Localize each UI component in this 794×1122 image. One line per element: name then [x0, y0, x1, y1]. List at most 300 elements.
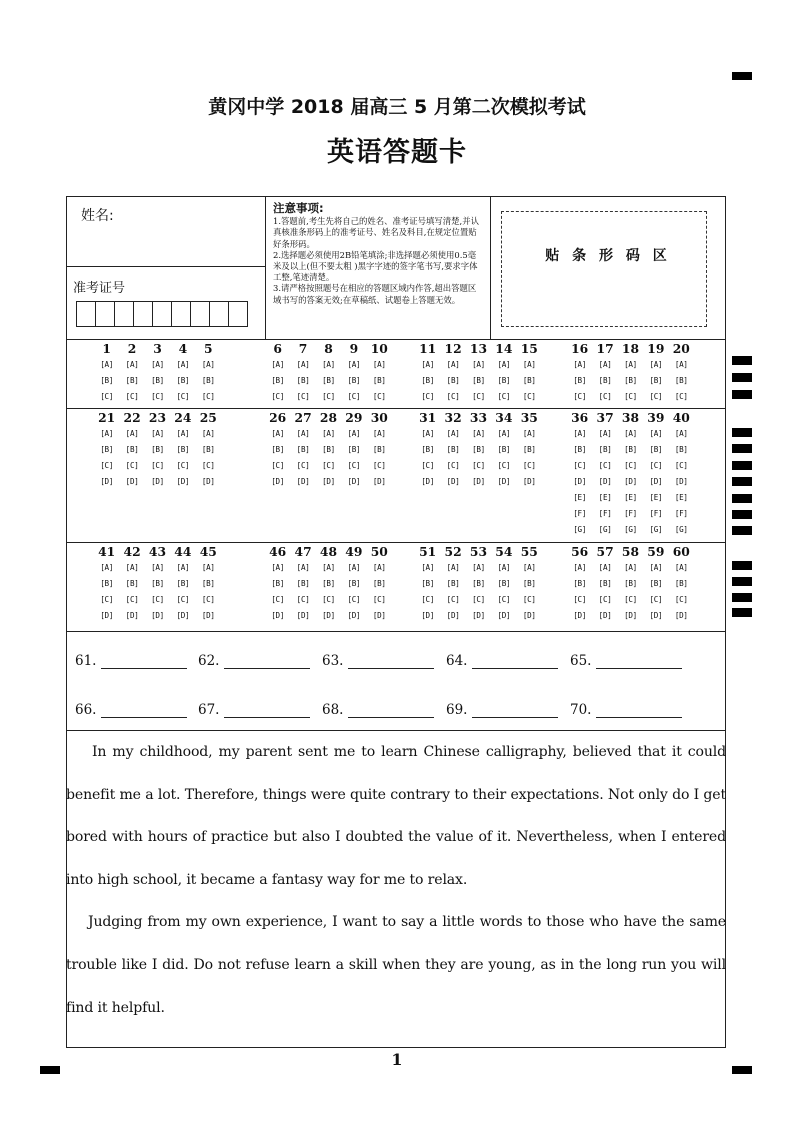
answer-bubble[interactable]: [C] [446, 461, 460, 470]
answer-bubble[interactable]: [A] [446, 563, 460, 572]
answer-bubble[interactable]: [C] [573, 595, 587, 604]
answer-bubble[interactable]: [B] [176, 579, 190, 588]
answer-bubble[interactable]: [C] [674, 392, 688, 401]
answer-bubble[interactable]: [D] [624, 611, 637, 620]
answer-bubble[interactable]: [D] [347, 477, 361, 486]
answer-bubble[interactable]: [A] [573, 429, 587, 438]
answer-bubble[interactable]: [B] [271, 445, 285, 454]
answer-bubble[interactable]: [A] [100, 360, 114, 369]
answer-bubble[interactable]: [C] [347, 392, 361, 401]
blank-item[interactable] [198, 702, 310, 718]
option-row [94, 592, 221, 608]
answer-bubble[interactable]: [A] [573, 360, 587, 369]
question-number: 22 [123, 410, 141, 425]
answer-bubble[interactable]: [A] [347, 360, 361, 369]
answer-bubble[interactable]: [D] [598, 611, 612, 620]
answer-bubble[interactable]: [A] [472, 563, 485, 572]
answer-bubble[interactable]: [C] [322, 595, 335, 604]
answer-bubble[interactable]: [G] [598, 525, 612, 534]
answer-bubble[interactable]: [G] [674, 525, 688, 534]
question-number: 8 [324, 341, 333, 356]
answer-bubble[interactable]: [C] [125, 392, 139, 401]
instruction-item: 1.答题前,考生先将自己的姓名、准考证号填写清楚,并认真核准条形码上的准考证号、姓名及科目,在规定位置贴好条形码。 [273, 216, 479, 249]
answer-bubble[interactable]: [C] [624, 392, 637, 401]
answer-bubble[interactable]: [D] [151, 477, 164, 486]
answer-bubble[interactable]: [E] [573, 493, 587, 502]
answer-bubble[interactable]: [B] [446, 579, 460, 588]
answer-bubble[interactable]: [A] [522, 563, 536, 572]
answer-bubble[interactable]: [C] [372, 392, 386, 401]
instructions-title: 注意事项: [273, 201, 324, 215]
answer-bubble[interactable]: [C] [176, 392, 190, 401]
option-row [415, 442, 542, 458]
answer-bubble[interactable]: [C] [176, 461, 190, 470]
id-digit-box[interactable] [114, 301, 134, 327]
answer-bubble[interactable]: [B] [649, 579, 663, 588]
answer-bubble[interactable]: [C] [522, 392, 536, 401]
question-number: 38 [621, 410, 640, 425]
answer-bubble[interactable]: [D] [347, 611, 361, 620]
answer-bubble[interactable]: [A] [446, 360, 460, 369]
id-digit-box[interactable] [95, 301, 115, 327]
answer-bubble[interactable]: [E] [624, 493, 637, 502]
answer-bubble[interactable]: [C] [372, 461, 386, 470]
answer-bubble[interactable]: [B] [347, 579, 361, 588]
answer-bubble[interactable]: [A] [125, 360, 139, 369]
answer-bubble[interactable]: [D] [322, 611, 335, 620]
answer-bubble[interactable]: [A] [573, 563, 587, 572]
answer-bubble[interactable]: [A] [322, 360, 335, 369]
answer-bubble[interactable]: [D] [624, 477, 637, 486]
question-number: 25 [199, 410, 217, 425]
answer-bubble[interactable]: [D] [372, 477, 386, 486]
answer-bubble[interactable]: [C] [151, 461, 164, 470]
answer-bubble[interactable]: [G] [649, 525, 663, 534]
answer-bubble[interactable]: [F] [573, 509, 587, 518]
id-digit-box[interactable] [190, 301, 210, 327]
answer-bubble[interactable]: [C] [100, 461, 114, 470]
question-number: 23 [148, 410, 167, 425]
answer-bubble[interactable]: [A] [421, 429, 435, 438]
question-number: 42 [123, 544, 141, 559]
option-row [567, 592, 694, 608]
answer-bubble[interactable]: [B] [100, 376, 114, 385]
answer-bubble[interactable]: [B] [296, 445, 310, 454]
answer-bubble[interactable]: [C] [472, 392, 485, 401]
answer-bubble[interactable]: [B] [598, 579, 612, 588]
answer-bubble[interactable]: [D] [372, 611, 386, 620]
answer-bubble[interactable]: [C] [296, 595, 310, 604]
blank-number: 65. [570, 653, 592, 669]
answer-bubble[interactable]: [D] [322, 477, 335, 486]
answer-bubble[interactable]: [A] [125, 563, 139, 572]
answer-bubble[interactable]: [C] [201, 392, 215, 401]
answer-bubble[interactable]: [B] [201, 579, 215, 588]
answer-bubble[interactable]: [C] [100, 392, 114, 401]
answer-bubble[interactable]: [D] [522, 611, 536, 620]
answer-bubble[interactable]: [B] [497, 445, 511, 454]
answer-bubble[interactable]: [A] [497, 563, 511, 572]
answer-bubble[interactable]: [D] [100, 477, 114, 486]
blank-item[interactable] [446, 702, 558, 718]
answer-bubble[interactable]: [B] [176, 445, 190, 454]
answer-bubble[interactable]: [D] [151, 611, 164, 620]
answer-bubble[interactable]: [A] [624, 360, 637, 369]
answer-bubble[interactable]: [A] [296, 563, 310, 572]
choice-group [94, 544, 221, 624]
answer-bubble[interactable]: [A] [624, 563, 637, 572]
answer-bubble[interactable]: [A] [598, 360, 612, 369]
question-number: 56 [571, 544, 589, 559]
name-label: 姓名: [81, 208, 114, 224]
answer-bubble[interactable]: [A] [151, 563, 164, 572]
answer-bubble[interactable]: [B] [522, 445, 536, 454]
answer-bubble[interactable]: [C] [421, 461, 435, 470]
answer-bubble[interactable]: [C] [421, 595, 435, 604]
answer-bubble[interactable]: [C] [497, 392, 511, 401]
answer-bubble[interactable]: [B] [522, 376, 536, 385]
answer-bubble[interactable]: [C] [598, 392, 612, 401]
answer-bubble[interactable]: [C] [649, 595, 663, 604]
question-number: 13 [469, 341, 488, 356]
answer-bubble[interactable]: [D] [674, 477, 688, 486]
blank-line [348, 655, 434, 669]
option-row [265, 592, 392, 608]
answer-bubble[interactable]: [A] [296, 429, 310, 438]
answer-bubble[interactable]: [B] [624, 579, 637, 588]
answer-bubble[interactable]: [B] [296, 376, 310, 385]
answer-bubble[interactable]: [B] [347, 376, 361, 385]
answer-bubble[interactable]: [B] [573, 376, 587, 385]
answer-bubble[interactable]: [B] [472, 376, 485, 385]
answer-bubble[interactable]: [E] [649, 493, 663, 502]
answer-bubble[interactable]: [A] [201, 563, 215, 572]
answer-bubble[interactable]: [A] [624, 429, 637, 438]
answer-bubble[interactable]: [A] [497, 429, 511, 438]
question-number: 28 [319, 410, 338, 425]
answer-bubble[interactable]: [B] [649, 445, 663, 454]
answer-bubble[interactable]: [D] [472, 477, 485, 486]
blank-line [472, 655, 558, 669]
answer-bubble[interactable]: [C] [598, 461, 612, 470]
answer-bubble[interactable]: [C] [125, 461, 139, 470]
answer-bubble[interactable]: [B] [421, 376, 435, 385]
answer-bubble[interactable]: [A] [674, 429, 688, 438]
answer-bubble[interactable]: [B] [674, 445, 688, 454]
answer-bubble[interactable]: [B] [151, 376, 164, 385]
answer-bubble[interactable]: [C] [649, 392, 663, 401]
answer-bubble[interactable]: [B] [674, 579, 688, 588]
answer-bubble[interactable]: [D] [446, 477, 460, 486]
answer-bubble[interactable]: [D] [100, 611, 114, 620]
answer-bubble[interactable]: [A] [472, 360, 485, 369]
answer-bubble[interactable]: [D] [573, 477, 587, 486]
answer-bubble[interactable]: [C] [296, 461, 310, 470]
answer-bubble[interactable]: [D] [271, 477, 285, 486]
answer-bubble[interactable]: [C] [322, 392, 335, 401]
blank-line [596, 655, 682, 669]
id-digit-box[interactable] [152, 301, 172, 327]
id-digit-box[interactable] [171, 301, 191, 327]
blank-number: 68. [322, 702, 344, 718]
question-number: 35 [520, 410, 538, 425]
answer-bubble[interactable]: [C] [176, 595, 190, 604]
answer-bubble[interactable]: [C] [347, 595, 361, 604]
answer-bubble[interactable]: [B] [598, 445, 612, 454]
answer-bubble[interactable]: [D] [201, 611, 215, 620]
answer-bubble[interactable]: [A] [100, 429, 114, 438]
answer-bubble[interactable]: [B] [421, 579, 435, 588]
answer-bubble[interactable]: [C] [271, 595, 285, 604]
option-row [94, 576, 221, 592]
answer-bubble[interactable]: [B] [497, 376, 511, 385]
answer-bubble[interactable]: [A] [674, 563, 688, 572]
answer-bubble[interactable]: [B] [125, 445, 139, 454]
answer-bubble[interactable]: [D] [271, 611, 285, 620]
answer-bubble[interactable]: [A] [125, 429, 139, 438]
answer-bubble[interactable]: [A] [271, 563, 285, 572]
answer-bubble[interactable]: [A] [472, 429, 485, 438]
answer-bubble[interactable]: [B] [100, 445, 114, 454]
answer-bubble[interactable]: [C] [472, 595, 485, 604]
answer-bubble[interactable]: [B] [372, 579, 386, 588]
question-number: 55 [520, 544, 538, 559]
answer-bubble[interactable]: [F] [598, 509, 612, 518]
answer-bubble[interactable]: [A] [497, 360, 511, 369]
answer-bubble[interactable]: [C] [100, 595, 114, 604]
answer-bubble[interactable]: [D] [598, 477, 612, 486]
answer-bubble[interactable]: [B] [125, 579, 139, 588]
answer-bubble[interactable]: [D] [573, 611, 587, 620]
answer-bubble[interactable]: [B] [151, 445, 164, 454]
answer-bubble[interactable]: [B] [271, 579, 285, 588]
answer-bubble[interactable]: [D] [176, 611, 190, 620]
answer-bubble[interactable]: [D] [176, 477, 190, 486]
answer-bubble[interactable]: [F] [649, 509, 663, 518]
essay-area[interactable] [66, 731, 726, 1029]
answer-bubble[interactable]: [C] [573, 461, 587, 470]
blank-item[interactable] [75, 653, 187, 669]
answer-bubble[interactable]: [B] [674, 376, 688, 385]
answer-bubble[interactable]: [C] [446, 595, 460, 604]
answer-bubble[interactable]: [B] [296, 579, 310, 588]
answer-bubble[interactable]: [A] [151, 429, 164, 438]
answer-bubble[interactable]: [B] [598, 376, 612, 385]
answer-bubble[interactable]: [C] [446, 392, 460, 401]
answer-bubble[interactable]: [C] [598, 595, 612, 604]
answer-bubble[interactable]: [G] [624, 525, 637, 534]
option-row [415, 373, 542, 389]
answer-bubble[interactable]: [C] [522, 595, 536, 604]
answer-bubble[interactable]: [C] [151, 595, 164, 604]
answer-bubble[interactable]: [C] [674, 461, 688, 470]
answer-bubble[interactable]: [D] [472, 611, 485, 620]
answer-bubble[interactable]: [A] [271, 429, 285, 438]
blank-item[interactable] [322, 702, 434, 718]
answer-bubble[interactable]: [B] [100, 579, 114, 588]
answer-bubble[interactable]: [D] [125, 611, 139, 620]
answer-bubble[interactable]: [A] [201, 429, 215, 438]
answer-bubble[interactable]: [C] [296, 392, 310, 401]
blank-item[interactable] [75, 702, 187, 718]
answer-bubble[interactable]: [A] [421, 563, 435, 572]
question-number: 31 [419, 410, 437, 425]
answer-bubble[interactable]: [E] [674, 493, 688, 502]
answer-bubble[interactable]: [A] [201, 360, 215, 369]
id-digit-box[interactable] [209, 301, 229, 327]
answer-bubble[interactable]: [A] [598, 563, 612, 572]
question-number: 10 [370, 341, 388, 356]
answer-bubble[interactable]: [D] [296, 611, 310, 620]
answer-bubble[interactable]: [D] [296, 477, 310, 486]
blank-item[interactable] [570, 653, 682, 669]
answer-bubble[interactable]: [C] [271, 392, 285, 401]
answer-bubble[interactable]: [B] [624, 445, 637, 454]
question-number: 18 [621, 341, 640, 356]
answer-bubble[interactable]: [B] [372, 445, 386, 454]
answer-bubble[interactable]: [D] [674, 611, 688, 620]
answer-bubble[interactable]: [B] [322, 445, 335, 454]
answer-bubble[interactable]: [C] [201, 595, 215, 604]
option-row [567, 560, 694, 576]
blank-item[interactable] [446, 653, 558, 669]
answer-bubble[interactable]: [A] [176, 429, 190, 438]
option-row [94, 389, 221, 405]
blank-item[interactable] [198, 653, 310, 669]
answer-bubble[interactable]: [A] [649, 563, 663, 572]
id-digit-box[interactable] [133, 301, 153, 327]
question-number: 29 [345, 410, 363, 425]
answer-bubble[interactable]: [D] [421, 611, 435, 620]
answer-bubble[interactable]: [B] [176, 376, 190, 385]
answer-bubble[interactable]: [B] [322, 579, 335, 588]
answer-bubble[interactable]: [A] [372, 563, 386, 572]
answer-bubble[interactable]: [D] [649, 477, 663, 486]
answer-bubble[interactable]: [B] [271, 376, 285, 385]
answer-bubble[interactable]: [C] [624, 595, 637, 604]
id-digit-box[interactable] [228, 301, 248, 327]
answer-bubble[interactable]: [B] [322, 376, 335, 385]
answer-bubble[interactable]: [C] [497, 595, 511, 604]
option-row [415, 576, 542, 592]
answer-bubble[interactable]: [B] [125, 376, 139, 385]
answer-bubble[interactable]: [C] [624, 461, 637, 470]
answer-bubble[interactable]: [A] [347, 429, 361, 438]
answer-bubble[interactable]: [C] [347, 461, 361, 470]
answer-bubble[interactable]: [C] [151, 392, 164, 401]
answer-bubble[interactable]: [D] [522, 477, 536, 486]
option-row [94, 373, 221, 389]
answer-bubble[interactable]: [C] [522, 461, 536, 470]
answer-bubble[interactable]: [B] [151, 579, 164, 588]
answer-bubble[interactable]: [A] [522, 360, 536, 369]
answer-bubble[interactable]: [D] [649, 611, 663, 620]
answer-bubble[interactable]: [B] [497, 579, 511, 588]
choice-group [94, 410, 221, 490]
answer-bubble[interactable]: [B] [446, 376, 460, 385]
answer-bubble[interactable]: [D] [497, 477, 511, 486]
answer-bubble[interactable]: [A] [421, 360, 435, 369]
answer-bubble[interactable]: [A] [100, 563, 114, 572]
answer-bubble[interactable]: [D] [497, 611, 511, 620]
answer-bubble[interactable]: [A] [372, 360, 386, 369]
answer-bubble[interactable]: [B] [372, 376, 386, 385]
blank-item[interactable] [322, 653, 434, 669]
choice-group [94, 341, 221, 405]
answer-bubble[interactable]: [B] [446, 445, 460, 454]
id-digit-box[interactable] [76, 301, 96, 327]
answer-bubble[interactable]: [D] [201, 477, 215, 486]
answer-bubble[interactable]: [G] [573, 525, 587, 534]
answer-bubble[interactable]: [A] [176, 563, 190, 572]
answer-bubble[interactable]: [C] [421, 392, 435, 401]
answer-bubble[interactable]: [C] [649, 461, 663, 470]
blank-item[interactable] [570, 702, 682, 718]
answer-bubble[interactable]: [A] [372, 429, 386, 438]
answer-bubble[interactable]: [A] [347, 563, 361, 572]
answer-bubble[interactable]: [C] [372, 595, 386, 604]
answer-bubble[interactable]: [B] [201, 445, 215, 454]
answer-bubble[interactable]: [A] [296, 360, 310, 369]
answer-bubble[interactable]: [A] [322, 563, 335, 572]
option-row [265, 373, 392, 389]
answer-bubble[interactable]: [A] [151, 360, 164, 369]
blank-line [472, 704, 558, 718]
answer-bubble[interactable]: [D] [125, 477, 139, 486]
answer-bubble[interactable]: [D] [446, 611, 460, 620]
answer-bubble[interactable]: [C] [271, 461, 285, 470]
answer-bubble[interactable]: [A] [674, 360, 688, 369]
answer-bubble[interactable]: [A] [271, 360, 285, 369]
answer-bubble[interactable]: [B] [347, 445, 361, 454]
answer-bubble[interactable]: [A] [649, 429, 663, 438]
answer-bubble[interactable]: [F] [674, 509, 688, 518]
answer-bubble[interactable]: [F] [624, 509, 637, 518]
answer-bubble[interactable]: [B] [624, 376, 637, 385]
answer-bubble[interactable]: [E] [598, 493, 612, 502]
answer-bubble[interactable]: [C] [573, 392, 587, 401]
answer-bubble[interactable]: [C] [201, 461, 215, 470]
answer-bubble[interactable]: [A] [598, 429, 612, 438]
answer-bubble[interactable]: [B] [472, 579, 485, 588]
answer-bubble[interactable]: [B] [201, 376, 215, 385]
answer-bubble[interactable]: [B] [573, 445, 587, 454]
question-number: 32 [444, 410, 462, 425]
answer-bubble[interactable]: [B] [472, 445, 485, 454]
choice-group [567, 410, 694, 538]
answer-bubble[interactable]: [C] [674, 595, 688, 604]
answer-bubble[interactable]: [C] [322, 461, 335, 470]
answer-bubble[interactable]: [A] [176, 360, 190, 369]
answer-bubble[interactable]: [A] [649, 360, 663, 369]
answer-bubble[interactable]: [C] [497, 461, 511, 470]
answer-bubble[interactable]: [A] [322, 429, 335, 438]
blank-number: 69. [446, 702, 468, 718]
choice-group [567, 544, 694, 624]
answer-bubble[interactable]: [C] [472, 461, 485, 470]
name-box[interactable] [67, 197, 266, 267]
answer-bubble[interactable]: [B] [573, 579, 587, 588]
answer-bubble[interactable]: [C] [125, 595, 139, 604]
answer-bubble[interactable]: [A] [446, 429, 460, 438]
blank-number: 61. [75, 653, 97, 669]
answer-bubble[interactable]: [B] [522, 579, 536, 588]
answer-bubble[interactable]: [B] [649, 376, 663, 385]
answer-bubble[interactable]: [A] [522, 429, 536, 438]
choice-group [567, 341, 694, 405]
answer-bubble[interactable]: [D] [421, 477, 435, 486]
answer-bubble[interactable]: [B] [421, 445, 435, 454]
